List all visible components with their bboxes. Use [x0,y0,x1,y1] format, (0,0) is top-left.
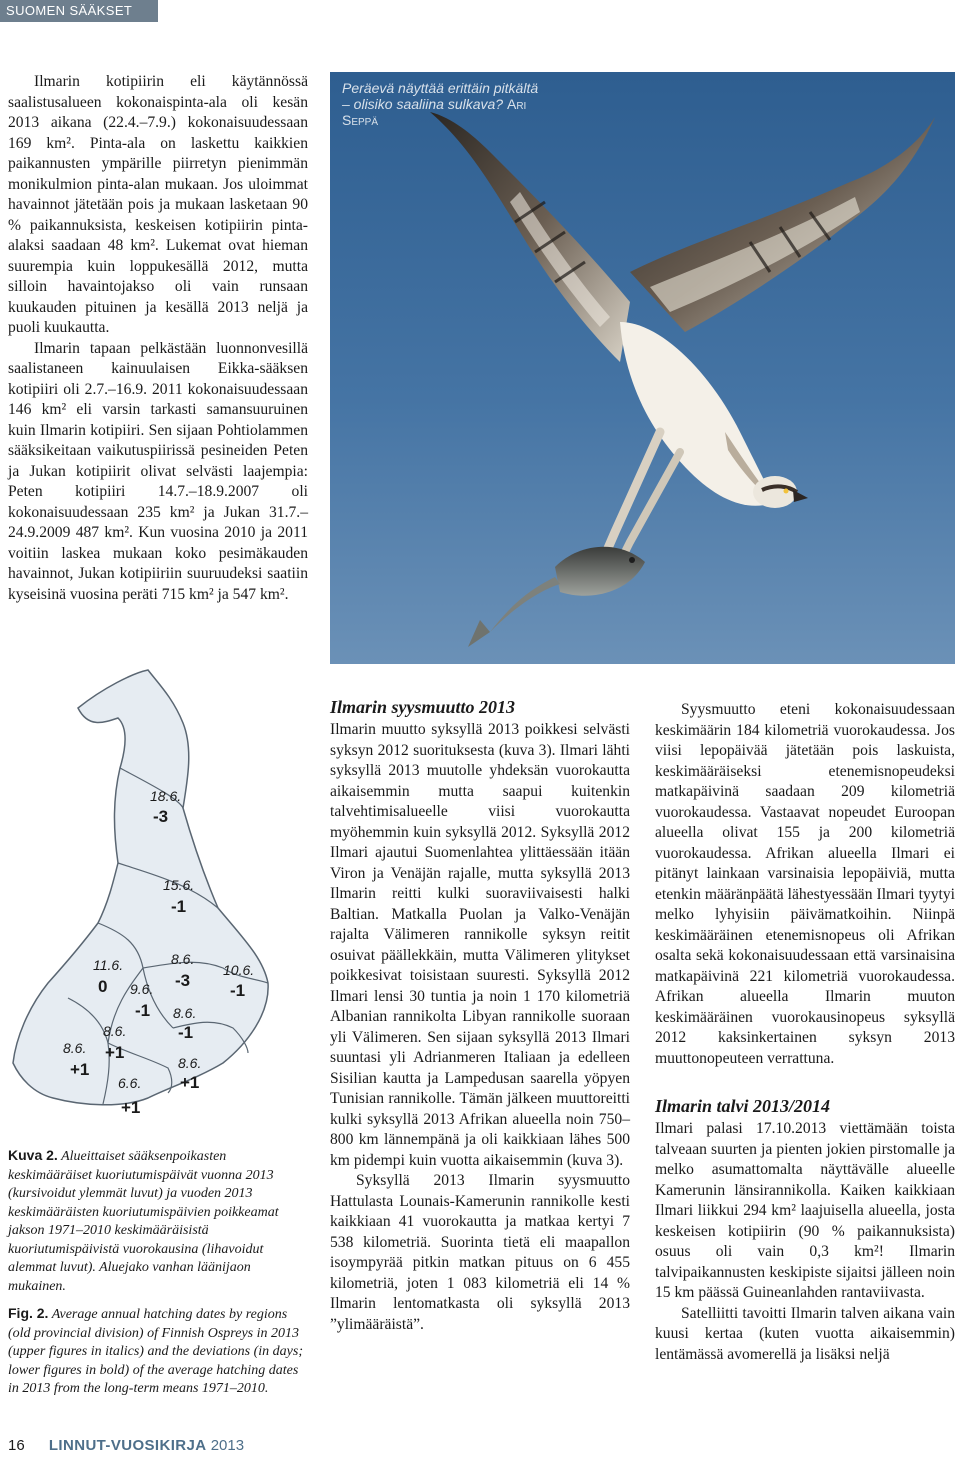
section-header: SUOMEN SÄÄKSET 2013 [0,0,158,22]
region-date-label: 8.6. [178,1055,202,1071]
paragraph: Ilmarin kotipiirin eli käytännössä saalistusalueen kokonaispinta-ala oli kesän 2013 aikana (22.4.–7.9.) kokonaisuudessaan 169 km². Pinta-ala on laskettu kaikkien paikannusten ympärille piirretyn pienimmän monikulmion pinta-alan mukaan. Jos uloimmat havainnot jätetään pois ja mukaan lasketaan 90 % paikannuksista, keskeisen kotipiirin pinta-alaksi saadaan 48 km². Lukemat ovat hieman suurempia kuin loppukesällä 2012, mutta silloin havaintojakso oli vain runsaan kuukauden pituinen ja kesällä 2013 neljä ja puoli kuukautta. [8,73,308,336]
section-heading: Ilmarin talvi 2013/2014 [655,1096,831,1116]
region-deviation-label: 0 [98,977,108,996]
finland-region-map [8,668,308,1138]
caption-label: Kuva 2. [8,1147,58,1163]
publication-name: LINNUT-VUOSIKIRJA [48,1437,207,1454]
paragraph: Ilmarin muutto syksyllä 2013 poikkesi selvästi syksyn 2012 suorituksesta (kuva 3). Ilmari lähti syksyllä 2013 muutolle yhdeksän vuorokautta aikaisemmin mutta saapui kuitenkin talvehtimisalueelle viisi vuorokautta myöhemmin kuin syksyllä 2012. Syksyllä 2012 Ilmari ajautui Suomenlahtea ylittäessään itään Viron ja Venäjän rajalle, mutta syksyllä 2013 Ilmarin reitti kulki suoraviivaisesti halki Baltian. Matkalla Puolan ja Valko-Venäjän rajalta Välimeren rannikolle syksyn reitit osuivat päällekkäin, mutta Välimeren ylitykset poikkesivat toisistaan suuresti. Syksyllä 2012 Ilmari lensi 30 tuntia ja noin 1 170 kilometriä Albanian rannikolta Libyan rannikolle suoraan yli Välimeren. Sen sijaan syksyllä 2013 Ilmari suuntasi yli Adrianmeren Italiaan ja edelleen Sisilian kautta ja Lampedusan saarella yöpyen Tunisian rannikolle. Tämän jälkeen muuttoreitti kulki syksyllä 2013 Afrikan alueella noin 750–800 km lännempänä ja oli kaikkiaan lähes 500 km pidempi kuin vuotta aikaisemmin (kuva 3). [330,721,630,1169]
region-date-label: 18.6. [150,788,182,804]
paragraph: Syysmuutto eteni kokonaisuudessaan keskimäärin 184 kilometriä vuorokaudessa. Jos viisi lepopäivää jätetään pois laskuista, keskimääräiseksi etenemisnopeudeksi matkapäivinä saadaan 209 kilometriä vuorokaudessa. Vastaavat nopeudet Euroopan alueella olivat 155 ja 200 kilometriä vuorokaudessa. Afrikan alueella Ilmari ei pitänyt lainkaan varsinaisia lepopäiviä, mutta etenkin määränpäätä lähestyessään Ilmari tyytyi melko lyhyisiin päivämatkoihin. Niinpä keskimääräinen etenemisnopeus oli Afrikan osalta sekä kokonaisuudessaan että varsinaisina matkapäivinä 221 kilometriä vuorokaudessa. Afrikan alueella Ilmarin muuton keskimääräinen vuorokausinopeus syksyllä 2012 kaksinkertainen syksyn 2013 muuttonopeuteen verrattuna. [655,701,955,1067]
region-deviation-label: +1 [105,1043,125,1062]
photo-caption-text: Peräevä näyttää erittäin pitkältä – olisiko saaliina sulkava? [342,80,539,112]
region-date-label: 8.6. [171,951,195,967]
region-deviation-label: -3 [153,807,169,826]
paragraph: Ilmari palasi 17.10.2013 viettämään toista talveaan suurten ja pienten jokien pirstomalle ja melko asumattomalta näyttävälle alueelle Kamerunin länsirannikolla. Kaiken kaikkiaan Ilmari liikkui 294 km² laajuisella alueella, josta keskeisen kotipiirin (90 % paikannuksista) osuus oli vain 0,3 km²! Ilmarin talvipaikannusten keskipiste sijaitsi jälleen noin 15 km päässä Guineanlahden rantaviivasta. [655,1120,955,1301]
article-column-2 [330,696,630,1335]
page-number: 16 [8,1437,25,1454]
region-deviation-label: -1 [230,981,246,1000]
caption-english [8,1304,308,1399]
caption-finnish [8,1146,308,1296]
finland-outline [13,670,268,1105]
caption-label: Fig. 2. [8,1305,49,1321]
region-date-label: 8.6. [103,1023,127,1039]
region-date-label: 15.6. [163,877,195,893]
page-footer [8,1436,244,1456]
region-deviation-label: +1 [70,1060,90,1079]
region-deviation-label: -3 [175,971,191,990]
region-date-label: 9.6. [130,981,154,997]
region-deviation-label: +1 [121,1098,141,1117]
paragraph: Syksyllä 2013 Ilmarin syysmuutto Hattulasta Lounais-Kamerunin rannikolle kesti kaikkiaan 41 vuorokautta ja matkaa kertyi 7 538 kilometriä. Suorinta tietä eli maapallon isoympyrää pitkin matkan pituus on 6 455 kilometriä, joten 1 083 kilometriä eli 14 % Ilmarin lentomatkasta oli syksyllä 2013 ”ylimääräistä”. [330,1172,630,1333]
region-deviation-label: -1 [135,1001,151,1020]
paragraph: Ilmarin tapaan pelkästään luonnonvesillä saalistaneen kainuulaisen Eikka-sääksen kotipiiri oli 2.7.–16.9. 2011 kokonaisuudessaan 146 km² eli varsin tarkasti samansuuruinen kuin Ilmarin kotipiiri. Sen sijaan Pohtiolammen sääksikeitaan vaikutuspiirissä pesineiden Peten ja Jukan kotipiirit olivat selvästi laajempia: Peten kotipiiri 14.7.–18.9.2007 oli kokonaisuudessaan 235 km² ja Jukan 31.7.–24.9.2009 487 km². Kun vuosina 2010 ja 2011 voitiin laskea mukaan koko pesimäkauden havainnot, Jukan kotipiiriin suuruudeksi saatiin kyseisinä vuosina peräti 715 km² ja 547 km². [8,339,308,603]
region-date-label: 8.6. [173,1005,197,1021]
region-date-label: 11.6. [93,957,124,973]
region-deviation-label: -1 [178,1023,194,1042]
figure-caption [8,1146,308,1407]
publication-year: 2013 [210,1437,245,1454]
caption-text: Average annual hatching dates by regions (old provincial division) of Finnish Ospreys in 2013 (upper figures in italics) and the deviations (in days; lower figures in bold) of the average hatching dates in 2013 from the long-term means 1971–2010. [8,1307,303,1396]
region-deviation-label: -1 [171,897,187,916]
article-column-1 [8,72,308,605]
article-column-3 [655,700,955,1365]
caption-text: Alueittaiset sääksenpoikasten keskimääräiset kuoriutumispäivät vuonna 2013 (kursivoidut ylemmät luvut) ja vuoden 2013 keskimääräisten kuoriutumispäivien poikkeamat jakson 1971–2010 keskimääräisistä kuoriutumispäivistä vuorokausina (lihavoidut alemmat luvut). Aluejako vanhan läänijaon mukainen. [8,1149,279,1294]
region-date-label: 6.6. [118,1075,142,1091]
paragraph: Satelliitti tavoitti Ilmarin talven aikana vain kuusi kertaa (kuten vuotta aikaisemmin) lentämässä avomerellä ja lisäksi neljä [655,1304,955,1363]
region-date-label: 10.6. [223,962,255,978]
region-deviation-label: +1 [180,1073,200,1092]
region-date-label: 8.6. [63,1040,87,1056]
section-heading: Ilmarin syysmuutto 2013 [330,697,516,717]
photo-caption [342,80,542,128]
osprey-photo [330,72,955,664]
photo-credit: Ari Seppä [342,96,527,128]
